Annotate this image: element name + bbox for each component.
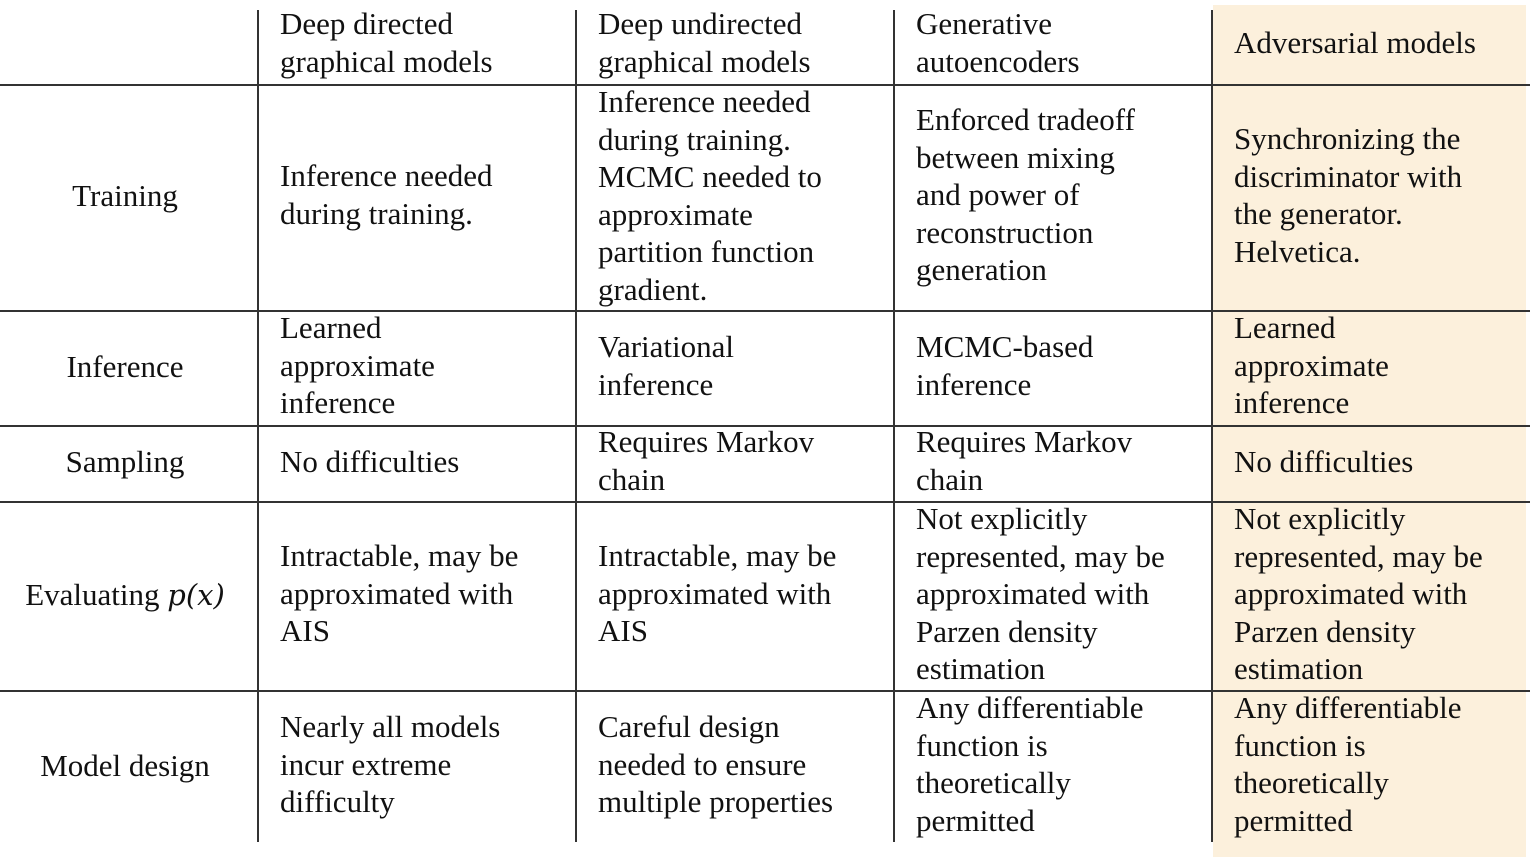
table-cell: Enforced tradeoff between mixing and power of reconstruction generation bbox=[916, 102, 1135, 287]
table-cell: MCMC-based inference bbox=[916, 329, 1094, 402]
table-cell: Intractable, may be approximated with AIS bbox=[598, 538, 837, 648]
column-header-directed: Deep directed graphical models bbox=[280, 6, 493, 79]
table-cell: Requires Markov chain bbox=[916, 424, 1133, 497]
row-header-evaluating-label: Evaluating bbox=[25, 577, 168, 612]
table-cell: Inference needed during training. bbox=[280, 158, 493, 231]
table-cell: Learned approximate inference bbox=[280, 310, 435, 420]
column-header-undirected: Deep undirected graphical models bbox=[598, 6, 811, 79]
table-cell: Any differentiable function is theoretically permitted bbox=[1234, 690, 1462, 838]
table-cell: Nearly all models incur extreme difficulty bbox=[280, 709, 501, 819]
table-cell: Careful design needed to ensure multiple properties bbox=[598, 709, 834, 819]
table-cell: No difficulties bbox=[1234, 444, 1414, 479]
column-rule bbox=[257, 10, 259, 842]
table-cell: No difficulties bbox=[280, 444, 460, 479]
table-cell: Learned approximate inference bbox=[1234, 310, 1389, 420]
row-header-evaluating bbox=[0, 576, 250, 615]
row-header-sampling: Sampling bbox=[65, 444, 185, 479]
column-header-adversarial: Adversarial models bbox=[1234, 25, 1476, 60]
probability-expression: p(x) bbox=[167, 578, 225, 612]
table-cell: Any differentiable function is theoretically permitted bbox=[916, 690, 1144, 838]
row-header-training: Training bbox=[72, 178, 178, 213]
column-header-autoencoders: Generative autoencoders bbox=[916, 6, 1080, 79]
column-rule bbox=[575, 10, 577, 842]
column-rule bbox=[1211, 10, 1213, 842]
table-cell: Variational inference bbox=[598, 329, 735, 402]
row-header-inference: Inference bbox=[66, 349, 184, 384]
column-rule bbox=[893, 10, 895, 842]
row-header-model-design: Model design bbox=[40, 748, 210, 783]
table-cell: Not explicitly represented, may be approximated with Parzen density estimation bbox=[1234, 501, 1483, 686]
table-cell: Intractable, may be approximated with AIS bbox=[280, 538, 519, 648]
table-cell: Not explicitly represented, may be approximated with Parzen density estimation bbox=[916, 501, 1165, 686]
table-cell: Inference needed during training. MCMC needed to approximate partition function gradient. bbox=[598, 84, 822, 307]
table-cell: Requires Markov chain bbox=[598, 424, 815, 497]
table-cell: Synchronizing the discriminator with the generator. Helvetica. bbox=[1234, 121, 1463, 269]
